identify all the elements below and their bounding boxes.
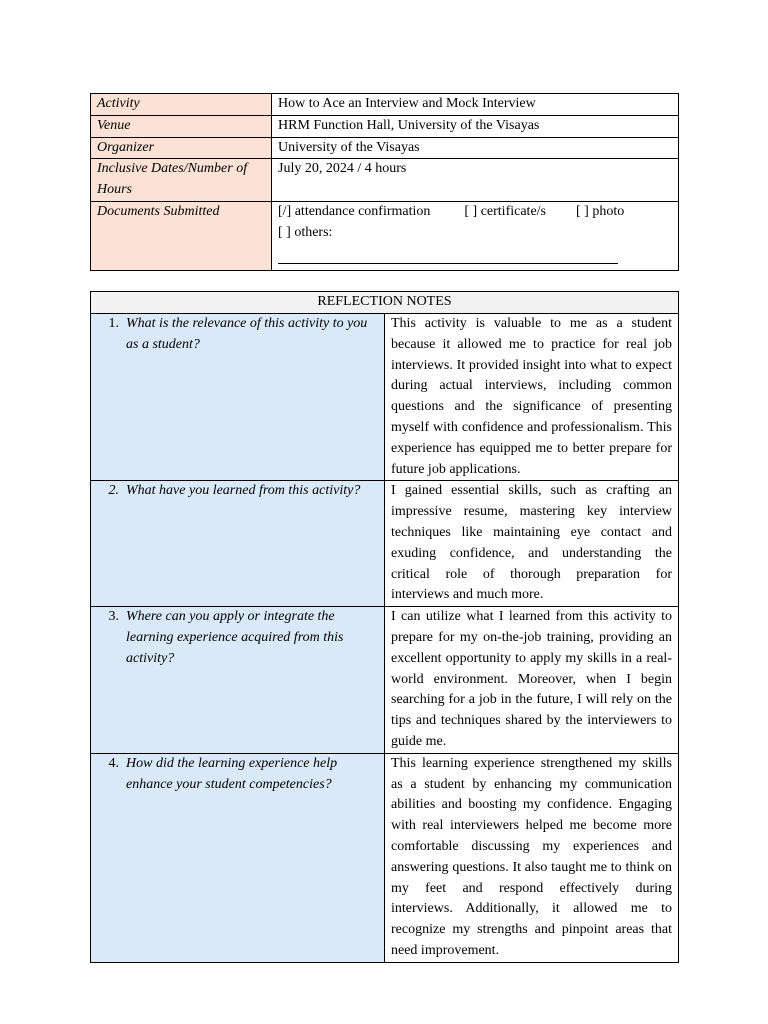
reflection-header-row [91, 292, 679, 314]
documents-checklist [278, 202, 672, 223]
documents-row [91, 201, 679, 270]
question-text: What have you learned from this activity? [126, 483, 361, 499]
reflection-row [91, 607, 679, 754]
question-number: 3. [108, 609, 119, 625]
venue-row [91, 115, 679, 137]
doc-others-checkbox: [ ] others: [278, 224, 333, 240]
reflection-row [91, 314, 679, 481]
dates-row [91, 159, 679, 202]
organizer-row [91, 137, 679, 159]
venue-value: HRM Function Hall, University of the Visayas [272, 115, 679, 137]
question-text: Where can you apply or integrate the learning experience acquired from this activity? [126, 609, 344, 666]
reflection-row [91, 481, 679, 607]
doc-photo-checkbox: [ ] photo [576, 203, 625, 219]
question-text: How did the learning experience help enhance your student competencies? [126, 755, 338, 792]
doc-attendance-checkbox: [/] attendance confirmation [278, 203, 431, 219]
organizer-label: Organizer [91, 137, 272, 159]
activity-row [91, 94, 679, 116]
activity-info-table [90, 93, 679, 271]
dates-label: Inclusive Dates/Number of Hours [91, 159, 272, 202]
answer-text: I gained essential skills, such as crafting an impressive resume, mastering key interview techniques like maintaining eye contact and exuding confidence, and understanding the critical role of thorough preparation for interviews and much more. [385, 481, 679, 607]
reflection-row [91, 753, 679, 962]
question-cell [91, 753, 385, 962]
answer-text: I can utilize what I learned from this activity to prepare for my on-the-job training, providing an excellent opportunity to apply my skills in a real-world environment. Moreover, when I begin searching for a job in the future, I will rely on the tips and techniques shared by the interviewers to guide me. [385, 607, 679, 754]
documents-label: Documents Submitted [91, 201, 272, 270]
question-text: What is the relevance of this activity to you as a student? [126, 316, 368, 352]
question-cell [91, 481, 385, 607]
answer-text: This learning experience strengthened my skills as a student by enhancing my communication abilities and boosting my confidence. Engaging with real interviewers helped me become more comfortable discussing my experiences and answering questions. It also taught me to think on my feet and respond effectively during interviews. Additionally, it allowed me to recognize my strengths and pinpoint areas that need improvement. [385, 753, 679, 962]
activity-label: Activity [91, 94, 272, 116]
activity-value: How to Ace an Interview and Mock Interview [272, 94, 679, 116]
question-cell [91, 314, 385, 481]
question-number: 2. [108, 483, 119, 499]
dates-value: July 20, 2024 / 4 hours [272, 159, 679, 202]
doc-certificate-checkbox: [ ] certificate/s [464, 203, 546, 219]
documents-value [272, 201, 679, 270]
question-number: 1. [108, 316, 119, 331]
others-blank-line [278, 244, 618, 264]
reflection-header: REFLECTION NOTES [91, 292, 679, 314]
organizer-value: University of the Visayas [272, 137, 679, 159]
answer-text: This activity is valuable to me as a student because it allowed me to practice for real job interviews. It provided insight into what to expect during actual interviews, including common questions and the significance of presenting myself with confidence and professionalism. This experience has equipped me to better prepare for future job applications. [385, 314, 679, 481]
reflection-notes-table [90, 291, 679, 963]
venue-label: Venue [91, 115, 272, 137]
question-cell [91, 607, 385, 754]
question-number: 4. [108, 755, 119, 771]
